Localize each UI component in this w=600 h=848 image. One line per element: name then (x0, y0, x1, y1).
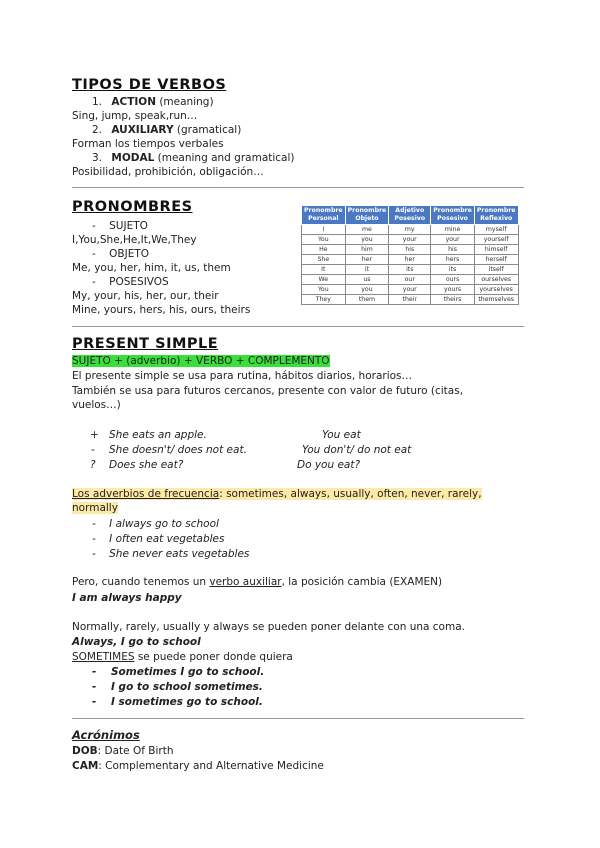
table-cell: It (302, 265, 346, 275)
table-cell: yourselves (474, 285, 518, 295)
aux-text: , la posición cambia (EXAMEN) (281, 576, 443, 588)
table-cell: He (302, 245, 346, 255)
example-symbol: ? (90, 459, 96, 471)
table-row (302, 275, 519, 285)
example-sentence: I often eat vegetables (109, 533, 225, 545)
table-header: Pronombre Reflexivo (474, 206, 518, 225)
table-cell: its (389, 265, 431, 275)
paragraph (72, 651, 293, 663)
table-row (302, 295, 519, 305)
item-desc: (meaning) (156, 96, 214, 108)
formula (72, 355, 330, 367)
acronym-abbr: DOB (72, 745, 98, 757)
item-term: MODAL (111, 152, 155, 164)
example-right: You eat (322, 429, 361, 441)
example-sentence: I go to school sometimes. (110, 681, 263, 693)
aux-term: verbo auxiliar (209, 576, 282, 588)
example-right: Do you eat? (297, 459, 361, 471)
section-title-pronombres: PRONOMBRES (72, 199, 193, 215)
table-header: Adjetivo Posesivo (389, 206, 431, 225)
example-right: You don't/ do not eat (302, 444, 412, 456)
paragraph: También se usa para futuros cercanos, presente con valor de futuro (citas, (72, 385, 464, 397)
label-sujeto: SUJETO (109, 220, 148, 232)
example-left: She eats an apple. (109, 429, 207, 441)
list-item (92, 124, 241, 136)
paragraph: vuelos…) (72, 399, 121, 411)
table-row (302, 235, 519, 245)
table-cell: it (345, 265, 389, 275)
list-item: - SUJETO (92, 220, 148, 232)
table-cell: his (389, 245, 431, 255)
table-cell: its (431, 265, 475, 275)
table-cell: you (345, 285, 389, 295)
table-cell: your (389, 235, 431, 245)
adverbs-list-cont: normally (72, 502, 118, 514)
table-cell: herself (474, 255, 518, 265)
adverbs-line (72, 488, 482, 500)
table-row (302, 255, 519, 265)
section-title-tipos: TIPOS DE VERBOS (72, 77, 227, 93)
label-objeto: OBJETO (109, 248, 150, 260)
list-item: - Sometimes I go to school. (92, 666, 265, 678)
item-desc: (meaning and gramatical) (154, 152, 295, 164)
table-row (302, 265, 519, 275)
table-cell: She (302, 255, 346, 265)
table-cell: You (302, 235, 346, 245)
divider (72, 718, 524, 719)
table-cell: their (389, 295, 431, 305)
table-cell: yours (431, 285, 475, 295)
list-item: - POSESIVOS (92, 276, 169, 288)
list-item: - I often eat vegetables (92, 533, 225, 545)
table-row (302, 285, 519, 295)
table-cell: her (389, 255, 431, 265)
table-cell: theirs (431, 295, 475, 305)
table-cell: them (345, 295, 389, 305)
table-cell: my (389, 225, 431, 235)
table-cell: yourself (474, 235, 518, 245)
item-example: Posibilidad, prohibición, obligación… (72, 166, 264, 178)
table-cell: themselves (474, 295, 518, 305)
table-header: Pronombre Objeto (345, 206, 389, 225)
acronym-full: : Date Of Birth (97, 745, 174, 757)
list-item: - I always go to school (92, 518, 219, 530)
formula-highlight: SUJETO + (adverbio) + VERBO + COMPLEMENTO (72, 355, 330, 367)
list-item: - She never eats vegetables (92, 548, 250, 560)
table-cell: her (345, 255, 389, 265)
table-cell: his (431, 245, 475, 255)
table-cell: your (431, 235, 475, 245)
paragraph: Normally, rarely, usually y always se pueden poner delante con una coma. (72, 621, 465, 633)
table-cell: You (302, 285, 346, 295)
divider (72, 326, 524, 327)
list-item: - OBJETO (92, 248, 150, 260)
adverbs-list: : sometimes, always, usually, often, never, rarely, (219, 488, 482, 500)
table-header: Pronombre Personal (302, 206, 346, 225)
item-term: ACTION (111, 96, 156, 108)
table-cell: hers (431, 255, 475, 265)
table-row (302, 225, 519, 235)
table-body (302, 225, 519, 305)
item-number: 1. (92, 96, 103, 108)
table-cell: him (345, 245, 389, 255)
paragraph (72, 576, 442, 588)
item-number: 2. (92, 124, 103, 136)
pronoun-list: My, your, his, her, our, their (72, 290, 219, 302)
table-cell: mine (431, 225, 475, 235)
item-example: Sing, jump, speak,run… (72, 110, 198, 122)
table-cell: me (345, 225, 389, 235)
pronoun-list: Mine, yours, hers, his, ours, theirs (72, 304, 251, 316)
item-example: Forman los tiempos verbales (72, 138, 224, 150)
table-row (302, 245, 519, 255)
table-cell: you (345, 235, 389, 245)
acronym-item (72, 745, 173, 757)
table-header-row (302, 206, 519, 225)
pronoun-list: I,You,She,He,It,We,They (72, 234, 197, 246)
acronym-abbr: CAM (72, 760, 99, 772)
example-symbol: + (90, 429, 99, 441)
example-sentence: Always, I go to school (72, 636, 201, 648)
paragraph: El presente simple se usa para rutina, hábitos diarios, horarios… (72, 370, 413, 382)
divider (72, 187, 524, 188)
section-title-acronimos: Acrónimos (72, 728, 140, 742)
list-item (92, 96, 214, 108)
table-header: Pronombre Posesivo (431, 206, 475, 225)
list-item: - I go to school sometimes. (92, 681, 263, 693)
example-sentence: I always go to school (109, 518, 219, 530)
acronym-item (72, 760, 324, 772)
table-cell: your (389, 285, 431, 295)
table-cell: They (302, 295, 346, 305)
example-left: She doesn't/ does not eat. (109, 444, 247, 456)
item-term: AUXILIARY (111, 124, 174, 136)
table-cell: us (345, 275, 389, 285)
item-number: 3. (92, 152, 103, 164)
sometimes-term: SOMETIMES (72, 651, 135, 663)
section-title-present: PRESENT SIMPLE (72, 336, 219, 352)
adverbs-label: Los adverbios de frecuencia (72, 488, 220, 500)
example-left: Does she eat? (109, 459, 184, 471)
table-cell: ours (431, 275, 475, 285)
list-item: - I sometimes go to school. (92, 696, 263, 708)
example-sentence: Sometimes I go to school. (110, 666, 265, 678)
acronym-full: : Complementary and Alternative Medicine (98, 760, 324, 772)
table-cell: our (389, 275, 431, 285)
table-cell: itself (474, 265, 518, 275)
adverbs-line2 (72, 502, 118, 514)
table-cell: myself (474, 225, 518, 235)
pronoun-list: Me, you, her, him, it, us, them (72, 262, 231, 274)
table-cell: We (302, 275, 346, 285)
table-cell: ourselves (474, 275, 518, 285)
list-item (92, 152, 295, 164)
example-sentence: She never eats vegetables (109, 548, 250, 560)
sometimes-text: se puede poner donde quiera (134, 651, 293, 663)
table-cell: I (302, 225, 346, 235)
pronouns-table (301, 205, 519, 305)
table-cell: himself (474, 245, 518, 255)
example-sentence: I sometimes go to school. (110, 696, 263, 708)
example-sentence: I am always happy (72, 592, 182, 604)
example-symbol: - (91, 444, 95, 456)
item-desc: (gramatical) (173, 124, 242, 136)
label-posesivos: POSESIVOS (109, 276, 169, 288)
aux-text: Pero, cuando tenemos un (72, 576, 210, 588)
